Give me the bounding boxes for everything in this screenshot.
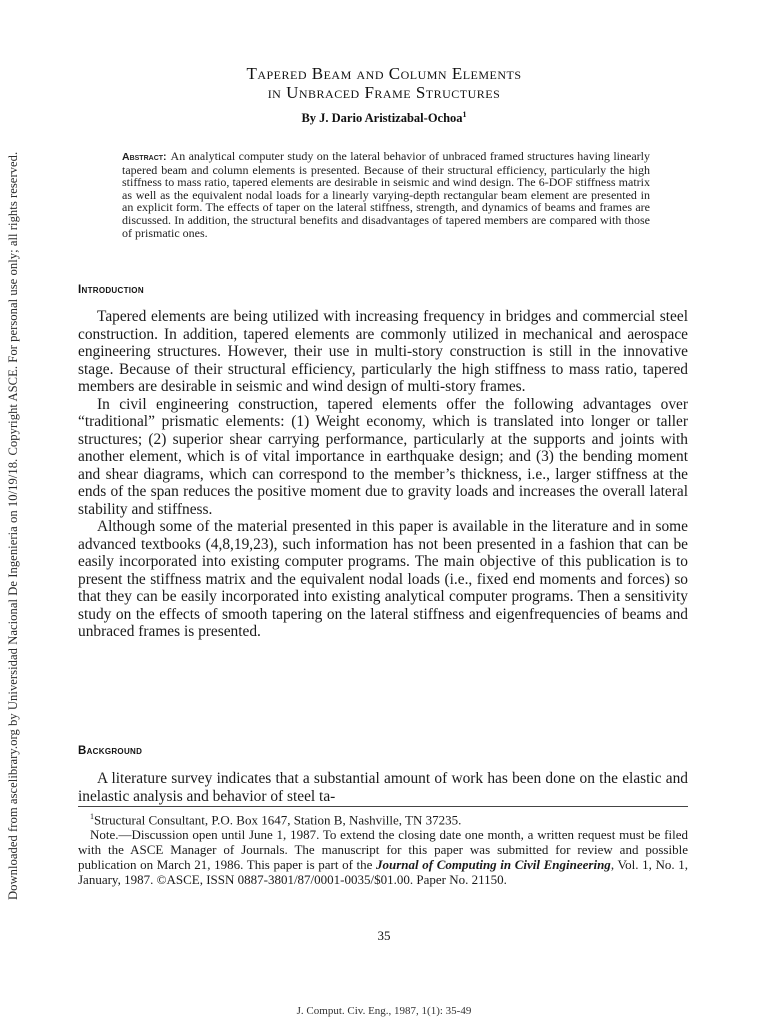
paragraph: Tapered elements are being utilized with increasing frequency in bridges and commercial steel construction. In addition, tapered elements are commonly utilized in mechanical and aerospace engineering structures. However, their use in multi-story construction is still in the innovative stage. Because of their structural efficiency, particularly the high stiffness to mass ratio, tapered members are desirable in seismic and wind design of multi-story frames. [78, 308, 688, 395]
note-text-before: Note.—Discussion open until June 1, 1987. To extend the closing date one month, a written request must be filed with the ASCE Manager of Journals. The manuscript for this paper was submitted for review and possible publication on March 21, 1986. This paper is part of the [78, 827, 688, 873]
paper-title-line-1: Tapered Beam and Column Elements [246, 64, 522, 83]
background-body [78, 770, 688, 805]
footnotes [78, 809, 688, 887]
paragraph: In civil engineering construction, tapered elements offer the following advantages over “traditional” prismatic elements: (1) Weight economy, which is translated into longer or taller structures; (2) superior shear carrying performance, particularly at the supports and joints with another element, which is of vital importance in earthquake design; and (3) the bending moment and shear diagrams, which can correspond to the member’s thickness, i.e., larger stiffness at the ends of the span reduces the positive moment due to gravity loads and increases the overall lateral stability and stiffness. [78, 395, 688, 518]
abstract-label: Abstract: [122, 151, 167, 163]
abstract [122, 150, 650, 239]
footnote-mark: 1 [90, 812, 94, 821]
note-text-after: , Vol. 1, No. 1, January, 1987. ©ASCE, ISSN 0887-3801/87/0001-0035/$01.00. Paper No. 21150. [78, 857, 688, 888]
paper-title-line-2: in Unbraced Frame Structures [267, 83, 501, 102]
author-byline [0, 110, 768, 126]
affiliation-text: Structural Consultant, P.O. Box 1647, Station B, Nashville, TN 37235. [94, 812, 462, 828]
footnote-divider [78, 806, 688, 807]
section-heading-introduction: Introduction [78, 284, 144, 296]
page-number: 35 [377, 928, 391, 943]
section-heading-background: Background [78, 745, 143, 757]
introduction-body [78, 308, 688, 641]
footnote-note [78, 827, 688, 887]
author-name: By J. Dario Aristizabal-Ochoa [301, 111, 463, 126]
journal-name: Journal of Computing in Civil Engineering [376, 857, 611, 873]
download-watermark: Downloaded from ascelibrary.org by Universidad Nacional De Ingenieria on 10/19/18. Copyright ASCE. For personal use only; all rights reserved. [6, 151, 20, 900]
footnote-affiliation [78, 809, 688, 827]
paragraph: A literature survey indicates that a substantial amount of work has been done on the elastic and inelastic analysis and behavior of steel ta- [78, 770, 688, 805]
journal-citation: J. Comput. Civ. Eng., 1987, 1(1): 35-49 [296, 1005, 472, 1017]
paragraph: Although some of the material presented in this paper is available in the literature and in some advanced textbooks (4,8,19,23), such information has not been presented in a fashion that can be easily incorporated into existing computer programs. The main objective of this publication is to present the stiffness matrix and the equivalent nodal loads (i.e., fixed end moments and forces) so that they can be easily incorporated into existing analytical computer programs. Then a sensitivity study on the effects of smooth tapering on the lateral stiffness and eigenfrequencies of beams and unbraced frames is presented. [78, 518, 688, 640]
abstract-text: An analytical computer study on the lateral behavior of unbraced framed structures having linearly tapered beam and column elements is presented. Because of their structural efficiency, particularly the high stiffness to mass ratio, tapered elements are desirable in seismic and wind design. The 6-DOF stiffness matrix as well as the equivalent nodal loads for a linearly varying-depth rectangular beam element are presented in an explicit form. The effects of taper on the lateral stiffness, strength, and dynamics of beams and frames are discussed. In addition, the structural benefits and disadvantages of tapered members are compared with those of prismatic ones. [122, 149, 650, 240]
author-footnote-mark: 1 [462, 110, 467, 119]
